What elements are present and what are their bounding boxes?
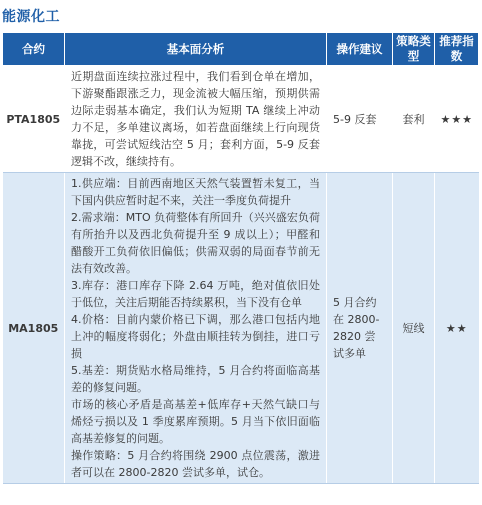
analysis-paragraph: 操作策略：5 月合约将围绕 2900 点位震荡，激进者可以在 2800-2820 尝试多单，试仓。: [71, 449, 320, 479]
analysis-paragraph: 3.库存：港口库存下降 2.64 万吨，绝对值依旧处于低位，关注后期能否持续累积，当下没有仓单: [71, 279, 320, 309]
analysis-paragraph: 市场的核心矛盾是高基差+低库存+天然气缺口与烯烃亏损以及 1 季度累库预期。5 月当下依旧面临高基差修复的问题。: [71, 398, 320, 445]
header-rating: 推荐指数: [435, 33, 479, 66]
table-row: [3, 173, 479, 484]
analysis-cell: [65, 173, 327, 484]
header-analysis: 基本面分析: [65, 33, 327, 66]
analysis-paragraph: 近期盘面连续拉涨过程中，我们看到仓单在增加，下游聚酯跟涨乏力，现金流被大幅压缩，预期供需边际走弱基本确定，我们认为短期 TA 继续上冲动力不足，多单建议离场，如若盘面继续上行向现货靠拢，可尝试短线沽空 5 月；套利方面，5-9 反套逻辑不改，继续持有。: [71, 70, 320, 168]
strategy-cell: 短线: [393, 173, 435, 484]
rating-stars: ★★: [435, 173, 479, 484]
strategy-table: [2, 32, 479, 484]
contract-cell: PTA1805: [3, 66, 65, 173]
table-header-row: [3, 33, 479, 66]
analysis-paragraph: 1.供应端：目前西南地区天然气装置暂未复工，当下国内供应暂时起不来，关注一季度负荷提升: [71, 177, 320, 207]
operation-cell: 5 月合约在 2800-2820 尝试多单: [327, 173, 393, 484]
strategy-cell: 套利: [393, 66, 435, 173]
analysis-paragraph: 5.基差：期货贴水格局维持，5 月合约将面临高基差的修复问题。: [71, 364, 320, 394]
header-contract: 合约: [3, 33, 65, 66]
analysis-paragraph: 4.价格：目前内蒙价格已下调，那么港口包括内地上冲的幅度将弱化；外盘由顺挂转为倒挂，进口亏损: [71, 313, 320, 360]
operation-cell: 5-9 反套: [327, 66, 393, 173]
analysis-paragraph: 2.需求端：MTO 负荷整体有所回升（兴兴盛宏负荷有所抬升以及西北负荷提升至 9 成以上）；甲醛和醋酸开工负荷依旧偏低；供需双弱的局面春节前无法有效改善。: [71, 211, 320, 275]
contract-cell: MA1805: [3, 173, 65, 484]
section-title: 能源化工: [2, 9, 60, 25]
header-operation: 操作建议: [327, 33, 393, 66]
rating-stars: ★★★: [435, 66, 479, 173]
table-row: [3, 66, 479, 173]
analysis-cell: [65, 66, 327, 173]
header-strategy: 策略类型: [393, 33, 435, 66]
